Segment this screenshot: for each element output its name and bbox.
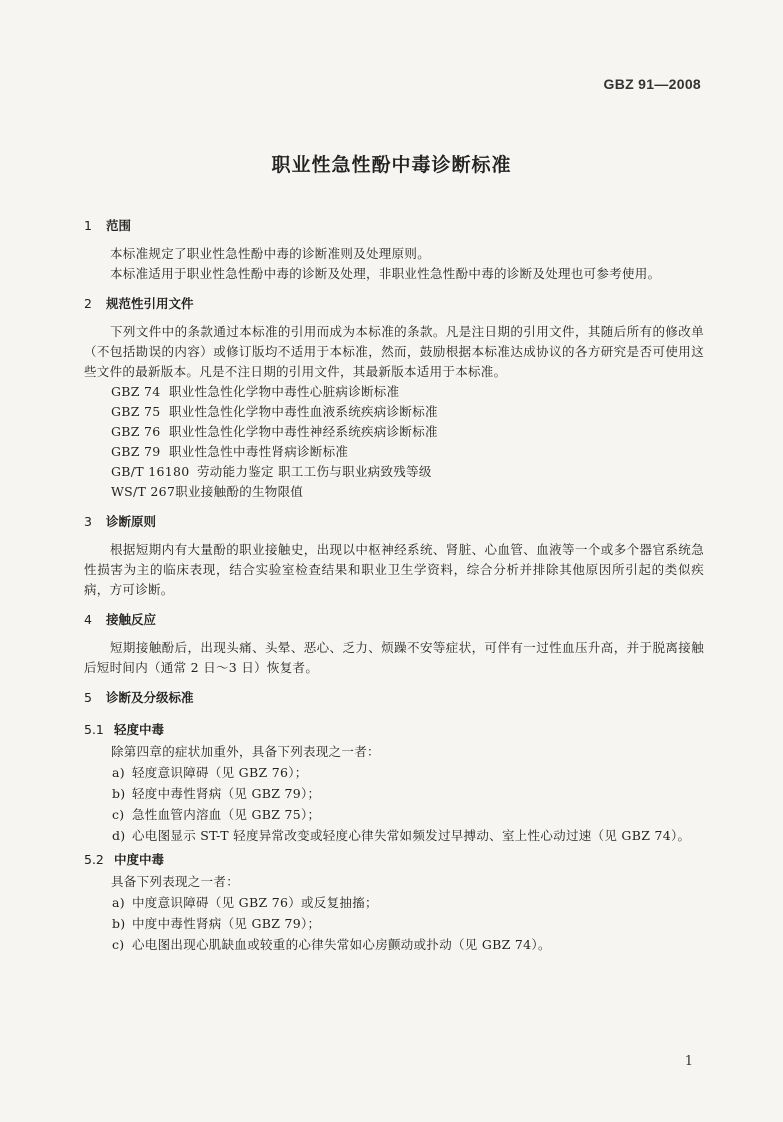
list-item: c) 心电图出现心肌缺血或较重的心律失常如心房颤动或扑动（见 GBZ 74）。 bbox=[112, 937, 551, 952]
document-body bbox=[84, 214, 704, 955]
subsection-title: 轻度中毒 bbox=[114, 722, 165, 737]
reference-item: GBZ 74 职业性急性化学物中毒性心脏病诊断标准 bbox=[111, 384, 400, 399]
section-heading-1 bbox=[84, 214, 704, 238]
section-number: 4 bbox=[84, 612, 92, 627]
section-title: 范围 bbox=[106, 218, 132, 233]
list-item: c) 急性血管内溶血（见 GBZ 75）； bbox=[112, 807, 321, 822]
subsection-number: 5.1 bbox=[84, 722, 104, 737]
section-number: 5 bbox=[84, 690, 92, 705]
list-item: d) 心电图显示 ST-T 轻度异常改变或轻度心律失常如频发过早搏动、室上性心动过速（见 GBZ 74）。 bbox=[112, 828, 691, 843]
section-heading-3 bbox=[84, 510, 704, 534]
standard-code: GBZ 91—2008 bbox=[603, 76, 701, 92]
list-item: b) 中度中毒性肾病（见 GBZ 79）； bbox=[112, 916, 321, 931]
section-number: 2 bbox=[84, 296, 92, 311]
subsection-heading-5-2 bbox=[84, 848, 704, 872]
section-heading-2 bbox=[84, 292, 704, 316]
reference-item: GBZ 79 职业性急性中毒性肾病诊断标准 bbox=[111, 444, 349, 459]
list-item: a) 中度意识障碍（见 GBZ 76）或反复抽搐； bbox=[112, 895, 378, 910]
paragraph: 短期接触酚后，出现头痛、头晕、恶心、乏力、烦躁不安等症状，可伴有一过性血压升高，并于脱离接触后短时间内（通常 2 日～3 日）恢复者。 bbox=[84, 640, 704, 675]
list-lead: 除第四章的症状加重外，具备下列表现之一者： bbox=[111, 744, 380, 759]
subsection-heading-5-1 bbox=[84, 718, 704, 742]
section-title: 诊断原则 bbox=[106, 514, 157, 529]
paragraph: 本标准适用于职业性急性酚中毒的诊断及处理，非职业性急性酚中毒的诊断及处理也可参考使用。 bbox=[110, 266, 661, 281]
section-number: 3 bbox=[84, 514, 92, 529]
page-number: 1 bbox=[684, 1054, 693, 1069]
reference-item: GBZ 75 职业性急性化学物中毒性血液系统疾病诊断标准 bbox=[111, 404, 438, 419]
section-heading-4 bbox=[84, 608, 704, 632]
subsection-number: 5.2 bbox=[84, 852, 104, 867]
reference-item: GB/T 16180 劳动能力鉴定 职工工伤与职业病致残等级 bbox=[111, 464, 432, 479]
subsection-title: 中度中毒 bbox=[114, 852, 165, 867]
section-heading-5 bbox=[84, 686, 704, 710]
list-lead: 具备下列表现之一者： bbox=[111, 874, 240, 889]
paragraph: 本标准规定了职业性急性酚中毒的诊断准则及处理原则。 bbox=[110, 246, 431, 261]
section-title: 规范性引用文件 bbox=[106, 296, 194, 311]
document-title: 职业性急性酚中毒诊断标准 bbox=[271, 154, 512, 176]
section-title: 诊断及分级标准 bbox=[106, 690, 194, 705]
paragraph: 根据短期内有大量酚的职业接触史，出现以中枢神经系统、肾脏、心血管、血液等一个或多个器官系统急性损害为主的临床表现，结合实验室检查结果和职业卫生学资料，综合分析并排除其他原因所引起的类似疾病，方可诊断。 bbox=[84, 542, 704, 597]
section-title: 接触反应 bbox=[106, 612, 157, 627]
section-number: 1 bbox=[84, 218, 92, 233]
list-item: a) 轻度意识障碍（见 GBZ 76）； bbox=[112, 765, 308, 780]
reference-item: WS/T 267职业接触酚的生物限值 bbox=[111, 484, 304, 499]
reference-item: GBZ 76 职业性急性化学物中毒性神经系统疾病诊断标准 bbox=[111, 424, 438, 439]
paragraph: 下列文件中的条款通过本标准的引用而成为本标准的条款。凡是注日期的引用文件，其随后所有的修改单（不包括勘误的内容）或修订版均不适用于本标准，然而，鼓励根据本标准达成协议的各方研究是否可使用这些文件的最新版本。凡是不注日期的引用文件，其最新版本适用于本标准。 bbox=[84, 324, 704, 379]
list-item: b) 轻度中毒性肾病（见 GBZ 79）； bbox=[112, 786, 321, 801]
